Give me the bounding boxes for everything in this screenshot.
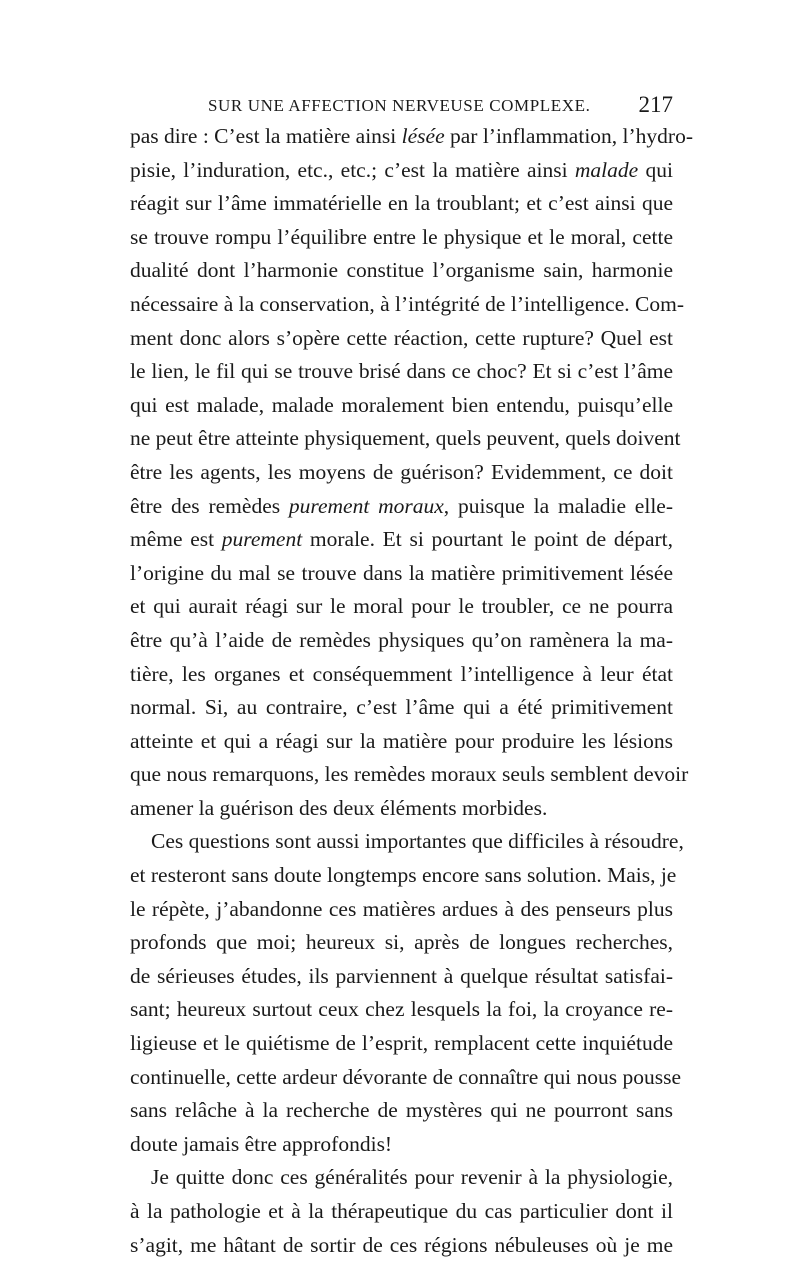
text-run: par l’inflammation, l’hydro- [444,124,693,148]
text-run: le lien, le fil qui se trouve brisé dans ce choc? Et si c’est l’âme [130,359,673,384]
text-run: ne peut être atteinte physiquement, quels peuvent, quels doivent [130,426,681,451]
text-line [130,1195,673,1229]
text-line [130,825,684,859]
text-line [130,1128,673,1162]
text-run: à la pathologie et à la thérapeutique du cas particulier dont il [130,1199,673,1223]
text-line [130,154,673,188]
text-run: être qu’à l’aide de remèdes physiques qu’on ramènera la ma- [130,627,673,652]
text-line [130,322,673,356]
text-run: réagit sur l’âme immatérielle en la troublant; et c’est ainsi que [130,191,673,216]
text-run: ment donc alors s’opère cette réaction, cette rupture? Quel est [130,325,673,350]
text-run: et resteront sans doute longtemps encore sans solution. Mais, je [130,863,677,888]
text-line [130,792,673,826]
text-run: sant; heureux surtout ceux chez lesquels la foi, la croyance re- [130,997,673,1022]
text-run: normal. Si, au contraire, c’est l’âme qui a été primitivement [130,695,673,720]
text-line [130,859,677,893]
text-run: se trouve rompu l’équilibre entre le physique et le moral, cette [130,224,673,249]
text-run: amener la guérison des deux éléments morbides. [130,795,548,820]
text-line [130,389,673,423]
text-line [130,926,673,960]
text-line [130,422,681,456]
text-line [130,960,673,994]
text-run: profonds que moi; heureux si, après de longues recherches, [130,930,673,955]
italic-text: lésée [401,124,445,148]
text-line [130,221,673,255]
text-run: doute jamais être approfondis! [130,1131,393,1156]
text-run: sans relâche à la recherche de mystères qui ne pourront sans [130,1098,673,1123]
text-run: , puisque la maladie elle- [443,493,673,518]
text-run: dualité dont l’harmonie constitue l’organisme sain, harmonie [130,258,673,283]
text-run: et qui aurait réagi sur le moral pour le troubler, ce ne pourra [130,594,673,619]
text-run: s’agit, me hâtant de sortir de ces régions nébuleuses où je me [130,1232,673,1257]
text-line [130,1161,673,1195]
text-line [130,523,673,557]
text-run: Ces questions sont aussi importantes que difficiles à résoudre, [151,829,684,854]
text-run: l’origine du mal se trouve dans la matière primitivement lésée [130,560,673,585]
text-run: être des remèdes [130,493,289,518]
text-run: être les agents, les moyens de guérison? Evidemment, ce doit [130,459,673,484]
text-line [130,288,684,322]
text-line [130,691,673,725]
text-line [130,456,673,490]
text-run: continuelle, cette ardeur dévorante de connaître qui nous pousse [130,1064,682,1089]
text-line [130,624,673,658]
text-line [130,557,673,591]
text-run: qui [638,157,673,182]
text-run: que nous remarquons, les remèdes moraux seuls semblent devoir [130,762,689,787]
text-run: qui est malade, malade moralement bien entendu, puisqu’elle [130,392,673,417]
body-text [130,120,693,1262]
text-run: pas dire : C’est la matière ainsi [130,124,402,148]
text-line [130,590,673,624]
text-line [130,490,673,524]
text-run: ligieuse et le quiétisme de l’esprit, remplacent cette inquiétude [130,1031,673,1056]
text-line [130,1229,673,1263]
text-line [130,1061,682,1095]
text-run: Je quitte donc ces généralités pour revenir à la physiologie, [151,1165,673,1190]
text-line [130,993,673,1027]
text-line [130,893,673,927]
italic-text: purement moraux [288,493,444,518]
text-run: de sérieuses études, ils parviennent à quelque résultat satisfai- [130,963,673,988]
text-run: même est [130,527,222,552]
text-run: morale. Et si pourtant le point de départ, [302,527,673,552]
italic-text: purement [221,527,303,552]
text-line [130,1094,673,1128]
page-number: 217 [638,92,673,117]
italic-text: malade [574,157,639,182]
text-line [130,725,673,759]
text-run: atteinte et qui a réagi sur la matière pour produire les lésions [130,728,673,753]
text-line [130,658,673,692]
text-line [130,254,673,288]
text-line [130,1027,673,1061]
text-run: pisie, l’induration, etc., etc.; c’est la matière ainsi [130,157,575,182]
text-run: le répète, j’abandonne ces matières ardues à des penseurs plus [130,896,673,921]
running-title: SUR UNE AFFECTION NERVEUSE COMPLEXE. [208,96,591,115]
text-line [130,187,673,221]
text-run: tière, les organes et conséquemment l’intelligence à leur état [130,661,673,686]
text-line [130,355,673,389]
text-line [130,120,693,154]
text-run: nécessaire à la conservation, à l’intégrité de l’intelligence. Com- [130,291,684,316]
text-line [130,758,689,792]
